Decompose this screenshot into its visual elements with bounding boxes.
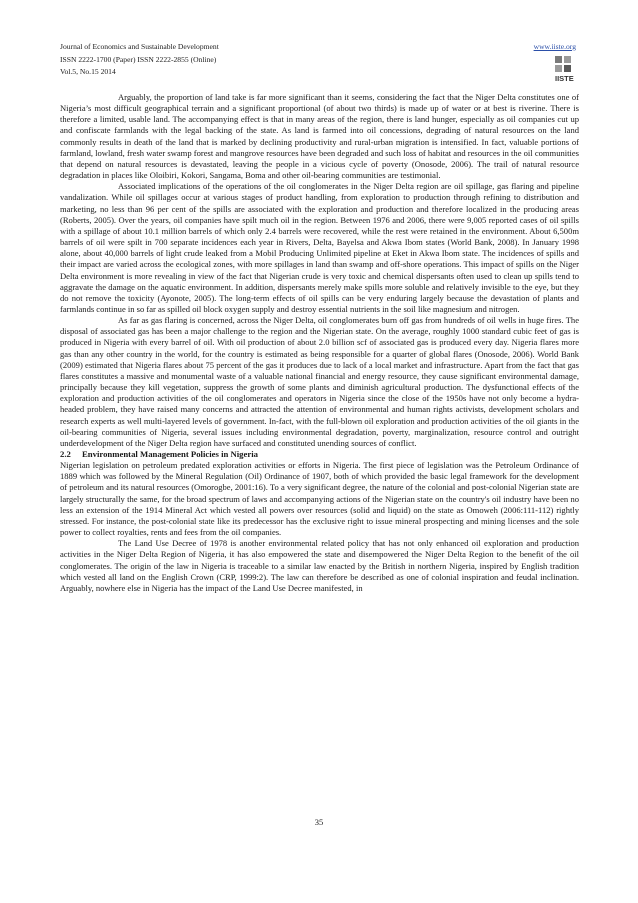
section-title: Environmental Management Policies in Nigeria: [82, 449, 258, 459]
issn-line: ISSN 2222-1700 (Paper) ISSN 2222-2855 (Online): [60, 54, 217, 64]
paragraph: The Land Use Decree of 1978 is another environmental related policy that has not only enhanced oil exploration and production activities in the Niger Delta Region of Nigeria, it has also empowered the state and disempowered the Niger Delta Region to the benefit of the oil conglomerates. The origin of the law in Nigeria is traceable to a similar law enacted by the British in northern Nigeria, inspired by English tradition which vested all land on the English Crown (CRP, 1999:2). The law can therefore be described as one of colonial inspiration and feudal inclination. Arguably, nowhere else in Nigeria has the impact of the Land Use Decree manifested, in: [60, 538, 579, 593]
journal-title: Journal of Economics and Sustainable Development: [60, 42, 219, 51]
iiste-logo: [554, 55, 580, 83]
paragraph: Associated implications of the operations of the oil conglomerates in the Niger Delta region are oil spillage, gas flaring and pipeline vandalization. While oil spillages occur at various stages of product handling, from exploration to production through refining to distribution and marketing, no less than 96 per cent of the spills are associated with the exploration and production and therefore localized in the producing areas (Roberts, 2005). Over the years, oil companies have spilt much oil in the region. Between 1976 and 2006, there were 9,005 reported cases of oil spills with a spillage of about 10.1 million barrels of which only 2.4 barrels were recovered, while the rest were retained in the environment. About 6,500m barrels of oil were spilt in 700 separate incidences each year in Rivers, Delta, Bayelsa and Akwa Ibom states (World Bank, 2008). In January 1998 alone, about 40,000 barrels of light crude leaked from a Mobil Producing Unlimited pipeline at Eket in Akwa Ibom state. The incidences of spills and their impact are varied across the ecological zones, with more spillages in land than swamp and off-shore operations. This impact of spills on the Niger Delta environment is more revealing in view of the fact that Nigerian crude is very toxic and chemical dispersants often used to clean up spills tend to aggravate the damage on the aquatic environment. In addition, dispersants merely make spills more soluble and relatively invisible to the eye, but they do not remove the toxicity (Ayonote, 2005). The long-term effects of oil spills can be very enduring largely because the devastation of plants and farmlands continue in so far as spilled oil block oxygen supply and destroy essential nutrients in the soil like magnesium and nitrogen.: [60, 181, 579, 314]
logo-text: IISTE: [555, 74, 574, 83]
paragraph: Nigerian legislation on petroleum predated exploration activities or efforts in Nigeria. The first piece of legislation was the Petroleum Ordinance of 1889 which was followed by the Mineral Regulation (Oil) Ordinance of 1907, both of which provided the basic legal framework for the development of petroleum and its natural resources (Omorogbe, 2001:16). To a very significant degree, the nature of the colonial and post-colonial Nigerian state are largely structurally the same, for the broad spectrum of laws and accompanying actions of the Nigerian state on the country's oil industry have been no less an extension of the 1914 Mineral Act which vested all powers over resources (solid and liquid) on the state as Omoweh (2006:111-112) rightly stressed. For instance, the post-colonial state like its predecessor has the exclusive right to issue mineral prospecting and mining licenses and the sole power to collect royalties, rents and fees from the oil companies.: [60, 460, 579, 538]
running-header: [60, 41, 578, 79]
paragraph: Arguably, the proportion of land take is far more significant than it seems, considering the fact that the Niger Delta constitutes one of Nigeria’s most difficult geographical terrain and a significant proportional (of about two thirds) is made up of water or at best is riverine. There is therefore a limited, usable land. The accompanying effect is that in many areas of the region, there is land hunger, especially as oil companies cut up and confiscate farmlands with the legal backing of the state. As land is farmed into oil concessions, degrading of natural resources on the land commonly results in death of the land that is marked by declining productivity and rural-urban migration is intensified. In fact, valuable portions of farmland, lowland, fresh water swamp forest and mangrove resources have been degraded and such loss of habitat and resources in the oil communities that depend on natural resources is devastated, leaving the people in a vicious cycle of poverty (Onosode, 2006). The trail of natural resource degradation in places like Oloibiri, Kokori, Sangama, Boma and other oil-bearing communities are testimonial.: [60, 92, 579, 181]
page-number: 35: [314, 817, 324, 827]
journal-url-link[interactable]: www.iiste.org: [533, 42, 576, 51]
volume-line: Vol.5, No.15 2014: [60, 67, 116, 77]
paragraph: As far as gas flaring is concerned, across the Niger Delta, oil conglomerates burn off gas from hundreds of oil wells in huge fires. The disposal of associated gas has been a major challenge to the region and the Nigerian state. On the average, roughly 1000 standard cubic feet of gas is produced in Nigeria with every barrel of oil. With oil production of about 2.0 billion scf of associated gas is produced every day. Nigeria flares more gas than any other country in the world, for the country is estimated as being responsible for a quarter of global flares (Onosode, 2006). World Bank (2009) estimated that Nigeria flares about 75 percent of the gas it produces due to lack of a local market and infrastructure. Apart from the fact that gas flares constitutes a massive and monumental waste of a valuable national financial and energy resource, they cause significant environmental damage, principally because they kill vegetation, suppress the growth of some plants and diminish agricultural production. The dysfunctional effects of the exploration and production activities of the oil conglomerates and operators in Nigeria since the close of the 1950s have not only become a hydra-headed problem, they have raised many concerns and attracted the attention of environmental and human rights activists, development scholars and research experts as well multi-layered levels of government. In-fact, with the full-blown oil exploration and production activities of the oil giants in the oil-bearing communities of Nigeria, several issues including environmental degradation, poverty, marginalization, resource control and outright underdevelopment of the Niger Delta region have surfaced and constituted unending sources of conflict.: [60, 315, 579, 448]
section-number: 2.2: [60, 449, 71, 459]
section-heading: [60, 449, 579, 460]
body-text: [60, 92, 579, 594]
